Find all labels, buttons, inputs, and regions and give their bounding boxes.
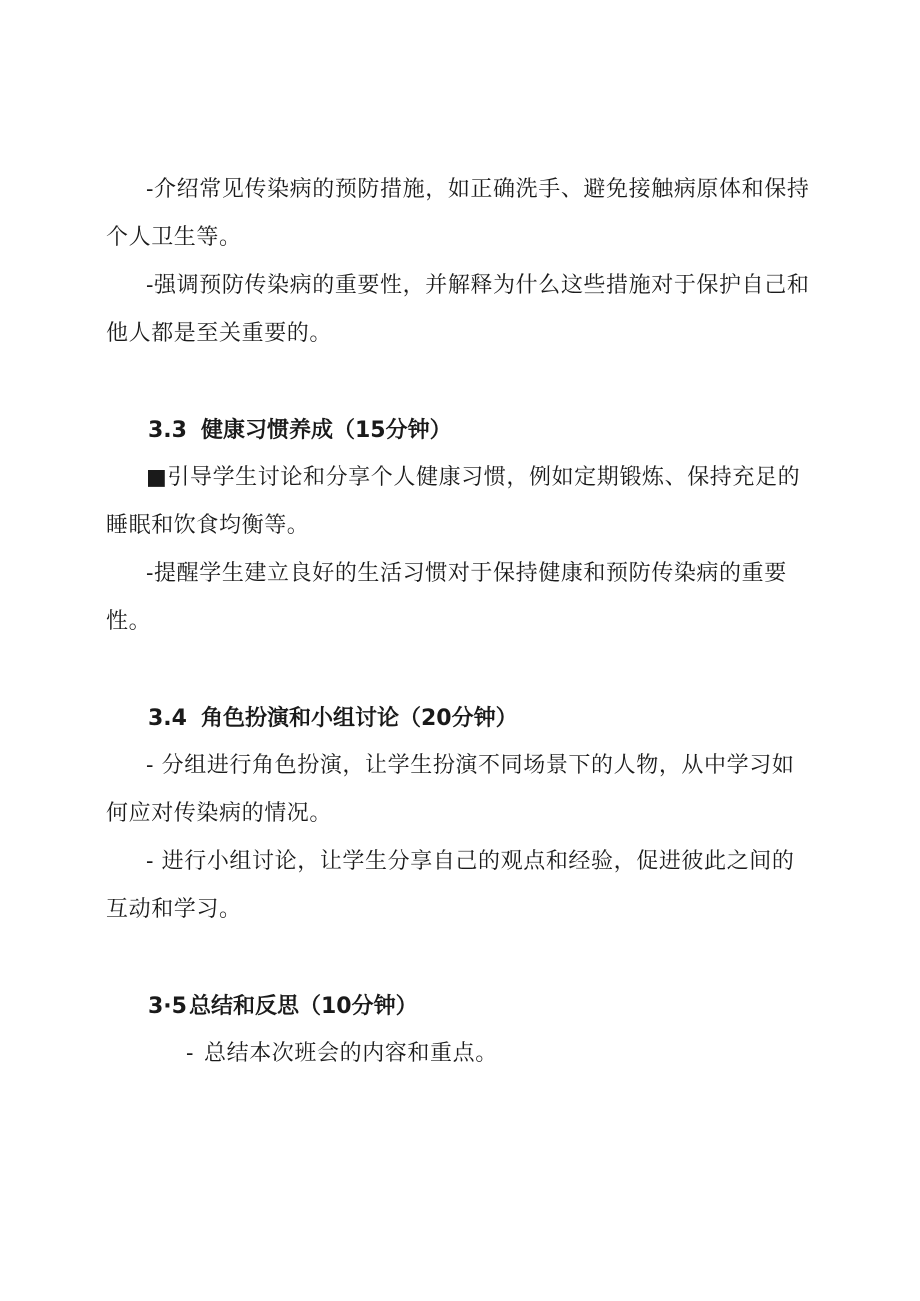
summary-text: 总结本次班会的内容和重点。 [204,1041,498,1066]
list-dash: - [186,1041,195,1066]
paragraph-health-habits: ■引导学生讨论和分享个人健康习惯，例如定期锻炼、保持充足的睡眠和饮食均衡等。 [106,465,801,538]
section-heading-3-3 [148,416,452,446]
section-title: 总结和反思（10分钟） [188,994,418,1019]
paragraph-summary [106,1030,816,1078]
section-heading-3-5 [148,992,418,1022]
section-number: 3.4 [148,706,187,731]
section-title: 健康习惯养成（15分钟） [200,418,452,443]
section-number: 3·5 [148,994,187,1019]
section-number: 3.3 [148,418,187,443]
paragraph-role-play: - 分组进行角色扮演，让学生扮演不同场景下的人物，从中学习如何应对传染病的情况。 [106,753,795,826]
paragraph-prevention-measures: -介绍常见传染病的预防措施，如正确洗手、避免接触病原体和保持个人卫生等。 [106,177,810,250]
paragraph-lifestyle-reminder: -提醒学生建立良好的生活习惯对于保持健康和预防传染病的重要性。 [106,561,787,634]
section-heading-3-4 [148,704,518,734]
paragraph-prevention-importance: -强调预防传染病的重要性，并解释为什么这些措施对于保护自己和他人都是至关重要的。 [106,273,810,346]
section-title: 角色扮演和小组讨论（20分钟） [200,706,518,731]
paragraph-group-discussion: - 进行小组讨论，让学生分享自己的观点和经验，促进彼此之间的互动和学习。 [106,849,795,922]
